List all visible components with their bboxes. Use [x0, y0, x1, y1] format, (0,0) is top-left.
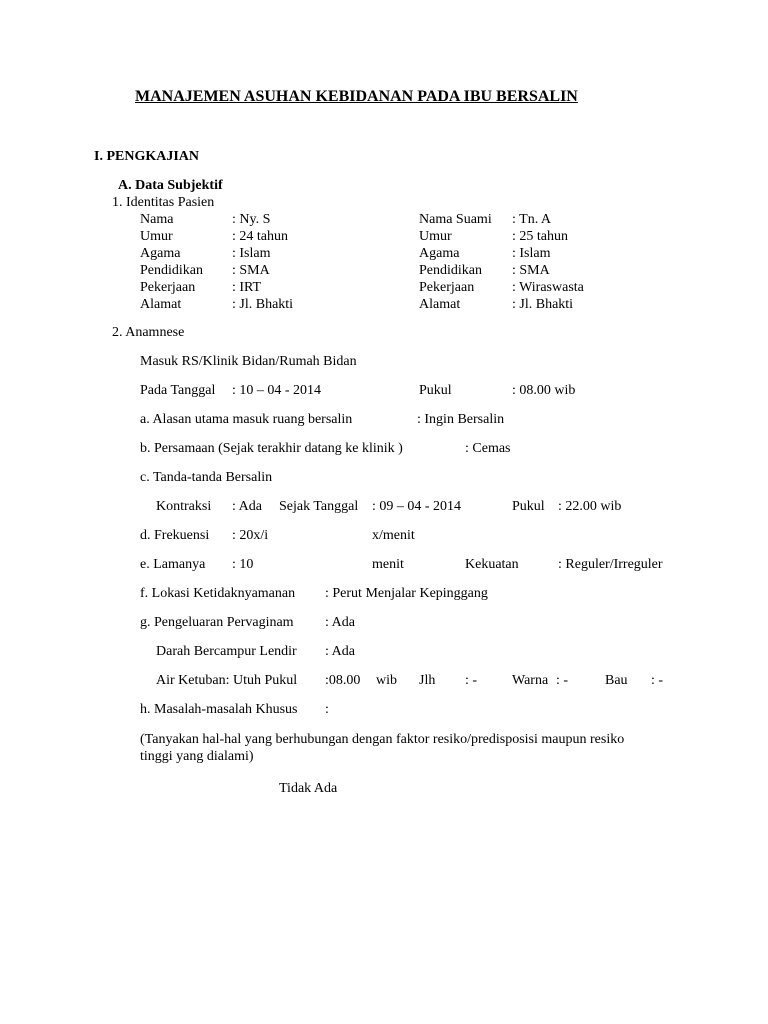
masuk-text: Masuk RS/Klinik Bidan/Rumah Bidan: [140, 354, 357, 369]
lokasi-value: : Perut Menjalar Kepinggang: [325, 586, 488, 601]
kontraksi-label: Kontraksi: [156, 499, 212, 514]
anamnese-heading: 2. Anamnese: [112, 325, 185, 340]
identitas-value: : SMA: [232, 263, 270, 278]
sejak-tanggal-value: : 09 – 04 - 2014: [372, 499, 462, 514]
identitas-label: Agama: [419, 246, 460, 261]
air-ketuban-value: :08.00: [325, 673, 361, 688]
jlh-label: Jlh: [419, 673, 436, 688]
warna-label: Warna: [512, 673, 549, 688]
identitas-label: Pendidikan: [140, 263, 203, 278]
section-heading-pengkajian: I. PENGKAJIAN: [94, 149, 200, 164]
bau-label: Bau: [605, 673, 628, 688]
frekuensi-unit: x/menit: [372, 528, 415, 543]
note-line-2: tinggi yang dialami): [140, 749, 254, 764]
tanggal-value: : 10 – 04 - 2014: [232, 383, 322, 398]
pukul-label: Pukul: [419, 383, 452, 398]
frekuensi-label: d. Frekuensi: [140, 528, 210, 543]
identitas-value: : Wiraswasta: [512, 280, 584, 295]
identitas-value: : IRT: [232, 280, 262, 295]
identitas-value: : SMA: [512, 263, 550, 278]
lamanya-unit: menit: [372, 557, 404, 572]
kekuatan-value: : Reguler/Irreguler: [558, 557, 663, 572]
identitas-label: Alamat: [419, 297, 461, 312]
masalah-khusus-label: h. Masalah-masalah Khusus: [140, 702, 298, 717]
lokasi-label: f. Lokasi Ketidaknyamanan: [140, 586, 296, 601]
pukul-value: : 08.00 wib: [512, 383, 576, 398]
persamaan-value: : Cemas: [465, 441, 511, 456]
lamanya-value: : 10: [232, 557, 254, 572]
identitas-label: Pendidikan: [419, 263, 482, 278]
air-ketuban-label: Air Ketuban: Utuh Pukul: [156, 673, 298, 688]
identitas-heading: 1. Identitas Pasien: [112, 195, 215, 210]
pengeluaran-value: : Ada: [325, 615, 355, 630]
subsection-heading-data-subjektif: A. Data Subjektif: [118, 178, 223, 193]
identitas-value: : Islam: [512, 246, 551, 261]
identitas-label: Pekerjaan: [419, 280, 475, 295]
pengeluaran-label: g. Pengeluaran Pervaginam: [140, 615, 294, 630]
kontraksi-pukul-label: Pukul: [512, 499, 545, 514]
identitas-value: : Tn. A: [512, 212, 552, 227]
kekuatan-label: Kekuatan: [465, 557, 519, 572]
bau-value: : -: [651, 673, 664, 688]
lamanya-label: e. Lamanya: [140, 557, 206, 572]
tidak-ada-text: Tidak Ada: [279, 781, 338, 796]
alasan-label: a. Alasan utama masuk ruang bersalin: [140, 412, 353, 427]
tanggal-label: Pada Tanggal: [140, 383, 216, 398]
identitas-label: Umur: [140, 229, 173, 244]
identitas-value: : Jl. Bhakti: [232, 297, 294, 312]
document-title: MANAJEMEN ASUHAN KEBIDANAN PADA IBU BERSALIN: [135, 88, 578, 105]
warna-value: : -: [556, 673, 569, 688]
masalah-khusus-value: :: [325, 702, 329, 717]
darah-value: : Ada: [325, 644, 355, 659]
alasan-value: : Ingin Bersalin: [417, 412, 505, 427]
tanda-bersalin-label: c. Tanda-tanda Bersalin: [140, 470, 273, 485]
sejak-tanggal-label: Sejak Tanggal: [279, 499, 359, 514]
kontraksi-pukul-value: : 22.00 wib: [558, 499, 622, 514]
darah-label: Darah Bercampur Lendir: [156, 644, 297, 659]
jlh-value: : -: [465, 673, 478, 688]
air-ketuban-wib: wib: [376, 673, 397, 688]
identitas-label: Agama: [140, 246, 181, 261]
identitas-value: : Jl. Bhakti: [512, 297, 574, 312]
identitas-label: Nama: [140, 212, 174, 227]
identitas-value: : 24 tahun: [232, 229, 288, 244]
frekuensi-value: : 20x/i: [232, 528, 269, 543]
identitas-value: : Ny. S: [232, 212, 271, 227]
identitas-label: Umur: [419, 229, 452, 244]
identitas-value: : Islam: [232, 246, 271, 261]
identitas-label: Alamat: [140, 297, 182, 312]
identitas-value: : 25 tahun: [512, 229, 568, 244]
persamaan-label: b. Persamaan (Sejak terakhir datang ke klinik ): [140, 441, 403, 456]
identitas-label: Nama Suami: [419, 212, 492, 227]
note-line-1: (Tanyakan hal-hal yang berhubungan dengan faktor resiko/predisposisi maupun resiko: [140, 732, 625, 747]
kontraksi-value: : Ada: [232, 499, 262, 514]
identitas-label: Pekerjaan: [140, 280, 196, 295]
